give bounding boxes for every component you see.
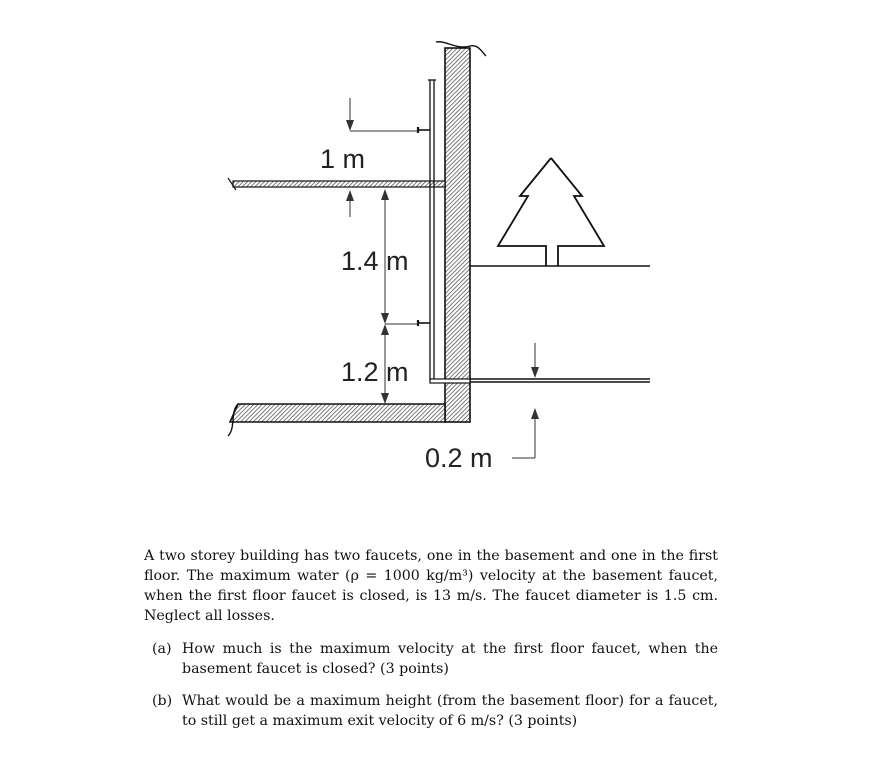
question-text: What would be a maximum height (from the basement floor) for a faucet, to still get a maximum exit velocity of 6 m/s? (3 points)	[182, 693, 718, 729]
first-floor-faucet	[418, 127, 430, 133]
question-label: (b)	[152, 693, 173, 709]
tree-icon	[498, 158, 604, 266]
dimension-label-1m: 1 m	[320, 144, 366, 174]
basement-faucet	[418, 320, 430, 326]
outside-lower-line	[470, 379, 650, 382]
building-wall	[436, 42, 486, 422]
dimension-label-0-2m: 0.2 m	[425, 443, 493, 473]
question-b	[144, 691, 718, 731]
dimension-label-1-2m: 1.2 m	[341, 357, 409, 387]
question-list	[144, 639, 718, 731]
question-label: (a)	[152, 641, 172, 657]
basement-floor-slab	[228, 404, 445, 436]
first-floor-slab	[228, 178, 445, 190]
problem-statement	[144, 546, 718, 743]
problem-intro: A two storey building has two faucets, one in the basement and one in the first floor. The maximum water (ρ = 1000 kg/m³) velocity at the basement faucet, when the first floor faucet is closed, is 13 m/s. The faucet diameter is 1.5 cm. Neglect all losses.	[144, 548, 718, 624]
question-a	[144, 639, 718, 679]
dimension-label-1-4m: 1.4 m	[341, 246, 409, 276]
dimension-ground-offset	[512, 343, 539, 458]
question-text: How much is the maximum velocity at the first floor faucet, when the basement faucet is closed? (3 points)	[182, 641, 718, 677]
